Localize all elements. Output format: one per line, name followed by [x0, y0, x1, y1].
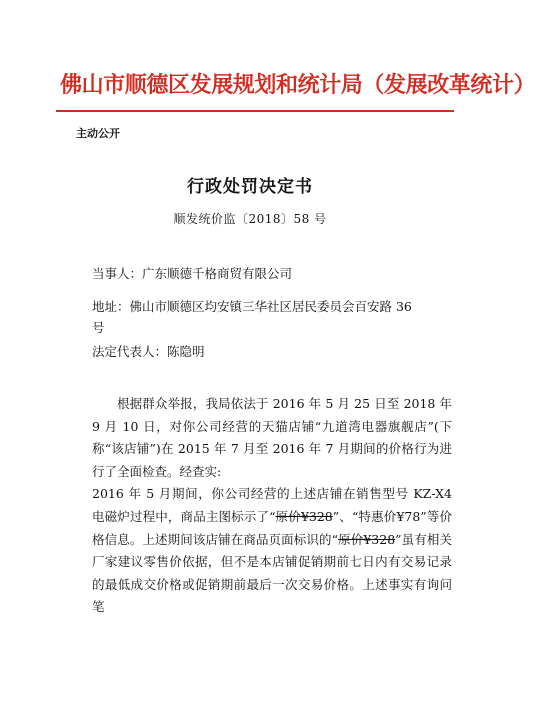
paragraph-1-text: 根据群众举报，我局依法于 2016 年 5 月 25 日至 2018 年 9 月 10 日，对你公司经营的天猫店铺“九道湾电器旗舰店”(下称“该店铺”)在 2015 年 7 月至 2016 年 7 月期间的价格行为进行了全面检查。经查实: — [92, 396, 452, 479]
party-address-continued: 号 — [92, 320, 105, 335]
letterhead-divider — [56, 110, 454, 112]
party-address: 地址：佛山市顺德区均安镇三华社区居民委员会百安路 36 — [92, 299, 412, 314]
paragraph-2-text-c: ”虽有相关厂家建议零售价依据，但不是本店铺促销期前七日内有交易记录的最低成交价格或促销期前最后一次交易价格。上述事实有询问笔 — [92, 531, 453, 615]
document-body — [92, 393, 452, 619]
party-name: 当事人：广东顺德千格商贸有限公司 — [92, 266, 293, 281]
letterhead-title: 佛山市顺德区发展规划和统计局（发展改革统计） — [60, 73, 535, 98]
struck-original-price-2: 原价¥328 — [338, 531, 396, 547]
body-paragraph-1 — [92, 393, 452, 483]
paragraph-2-text-b: ”、“特惠价¥78”等价格信息。上述期间该店铺在商品页面标识的“ — [92, 508, 452, 547]
paragraph-2-text-a: 2016 年 5 月期间，你公司经营的上述店铺在销售型号 KZ-X4 电磁炉过程中，商品主图标示了“ — [92, 486, 452, 524]
disclosure-label: 主动公开 — [76, 127, 120, 140]
party-legal-representative: 法定代表人：陈隐明 — [92, 344, 205, 359]
document-number: 顺发统价监〔2018〕58 号 — [173, 212, 327, 226]
document-title: 行政处罚决定书 — [187, 177, 313, 197]
struck-original-price-1: 原价¥328 — [275, 508, 333, 524]
body-paragraph-2 — [92, 483, 452, 619]
